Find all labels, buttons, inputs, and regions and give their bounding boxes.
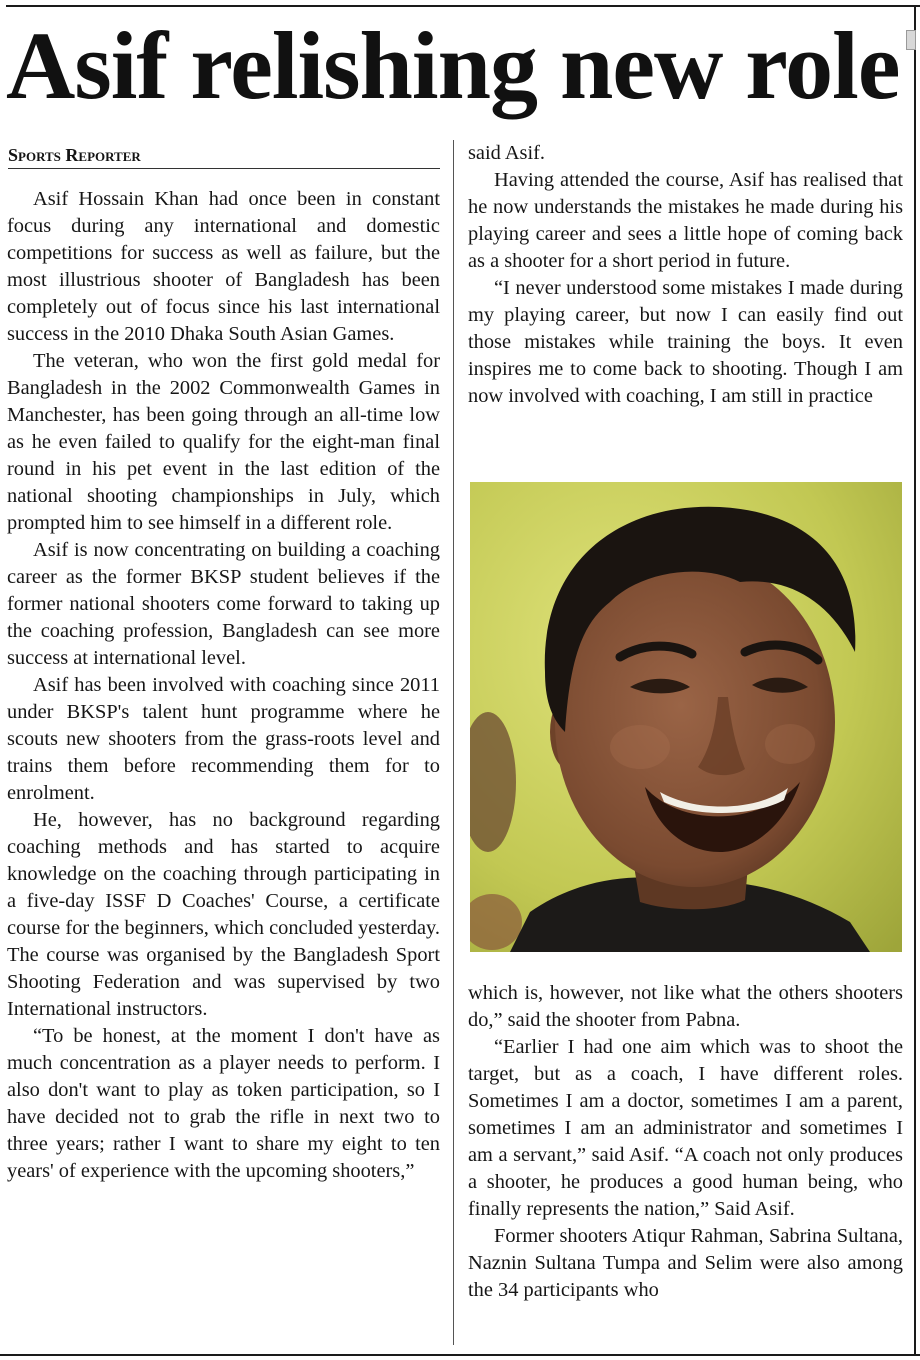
headline: Asif relishing new role — [6, 12, 900, 119]
portrait-illustration — [470, 482, 902, 952]
byline: Sports Reporter — [8, 144, 440, 169]
paragraph: He, however, has no background regarding coaching methods and has started to acquire knowledge on the coaching through participating in a five-day ISSF D Coaches' Course, a certificate course for the beginners, which concluded yesterday. The course was organised by the Bangladesh Sport Shooting Federation and was supervised by two International instructors. — [7, 809, 440, 1020]
paragraph: Former shooters Atiqur Rahman, Sabrina Sultana, Naznin Sultana Tumpa and Selim were also among the 34 participants who — [468, 1225, 903, 1301]
paragraph: Having attended the course, Asif has realised that he now understands the mistakes he made during his playing career and sees a little hope of coming back as a shooter for a short period in future. — [468, 169, 903, 272]
bottom-rule — [0, 1354, 920, 1356]
column-divider — [453, 140, 454, 1345]
asif-portrait-photo — [470, 482, 902, 952]
paragraph: “Earlier I had one aim which was to shoot the target, but as a coach, I have different roles. Sometimes I am a doctor, sometimes I am a parent, sometimes I am an administrator and sometimes I am a servant,” said Asif. “A coach not only produces a shooter, he produces a good human being, who finally represents the nation,” Said Asif. — [468, 1036, 903, 1220]
right-column-top — [468, 140, 903, 410]
paragraph: Asif Hossain Khan had once been in constant focus during any international and domestic competitions for success as well as failure, but the most illustrious shooter of Bangladesh has been completely out of focus since his last international success in the 2010 Dhaka South Asian Games. — [7, 188, 440, 345]
scrollbar-thumb[interactable] — [906, 30, 916, 50]
paragraph: Asif is now concentrating on building a coaching career as the former BKSP student believes if the former national shooters come forward to taking up the coaching profession, Bangladesh can see more success at international level. — [7, 539, 440, 669]
cheek-highlight — [610, 725, 670, 769]
right-column-bottom — [468, 980, 903, 1304]
right-rule — [914, 5, 916, 1355]
paragraph: said Asif. — [468, 142, 546, 164]
paragraph: “To be honest, at the moment I don't have as much concentration as a player needs to perform. I also don't want to play as token participation, so I have decided not to grab the rifle in next two to three years; rather I want to share my eight to ten years' of experience with the upcoming shooters,” — [7, 1025, 440, 1182]
top-rule — [6, 5, 920, 7]
paragraph: Asif has been involved with coaching since 2011 under BKSP's talent hunt programme where he scouts new shooters from the grass-roots level and trains them before recommending them for to enrolment. — [7, 674, 440, 804]
left-column — [7, 186, 440, 1185]
cheek-highlight — [765, 724, 815, 764]
paragraph: The veteran, who won the first gold medal for Bangladesh in the 2002 Commonwealth Games in Manchester, has been going through an all-time low as he even failed to qualify for the eight-man final round in his pet event in the last edition of the national shooting championships in July, which prompted him to see himself in a different role. — [7, 350, 440, 534]
paragraph: “I never understood some mistakes I made during my playing career, but now I can easily find out those mistakes while training the boys. It even inspires me to come back to shooting. Though I am now involved with coaching, I am still in practice — [468, 277, 903, 407]
paragraph: which is, however, not like what the others shooters do,” said the shooter from Pabna. — [468, 982, 903, 1031]
